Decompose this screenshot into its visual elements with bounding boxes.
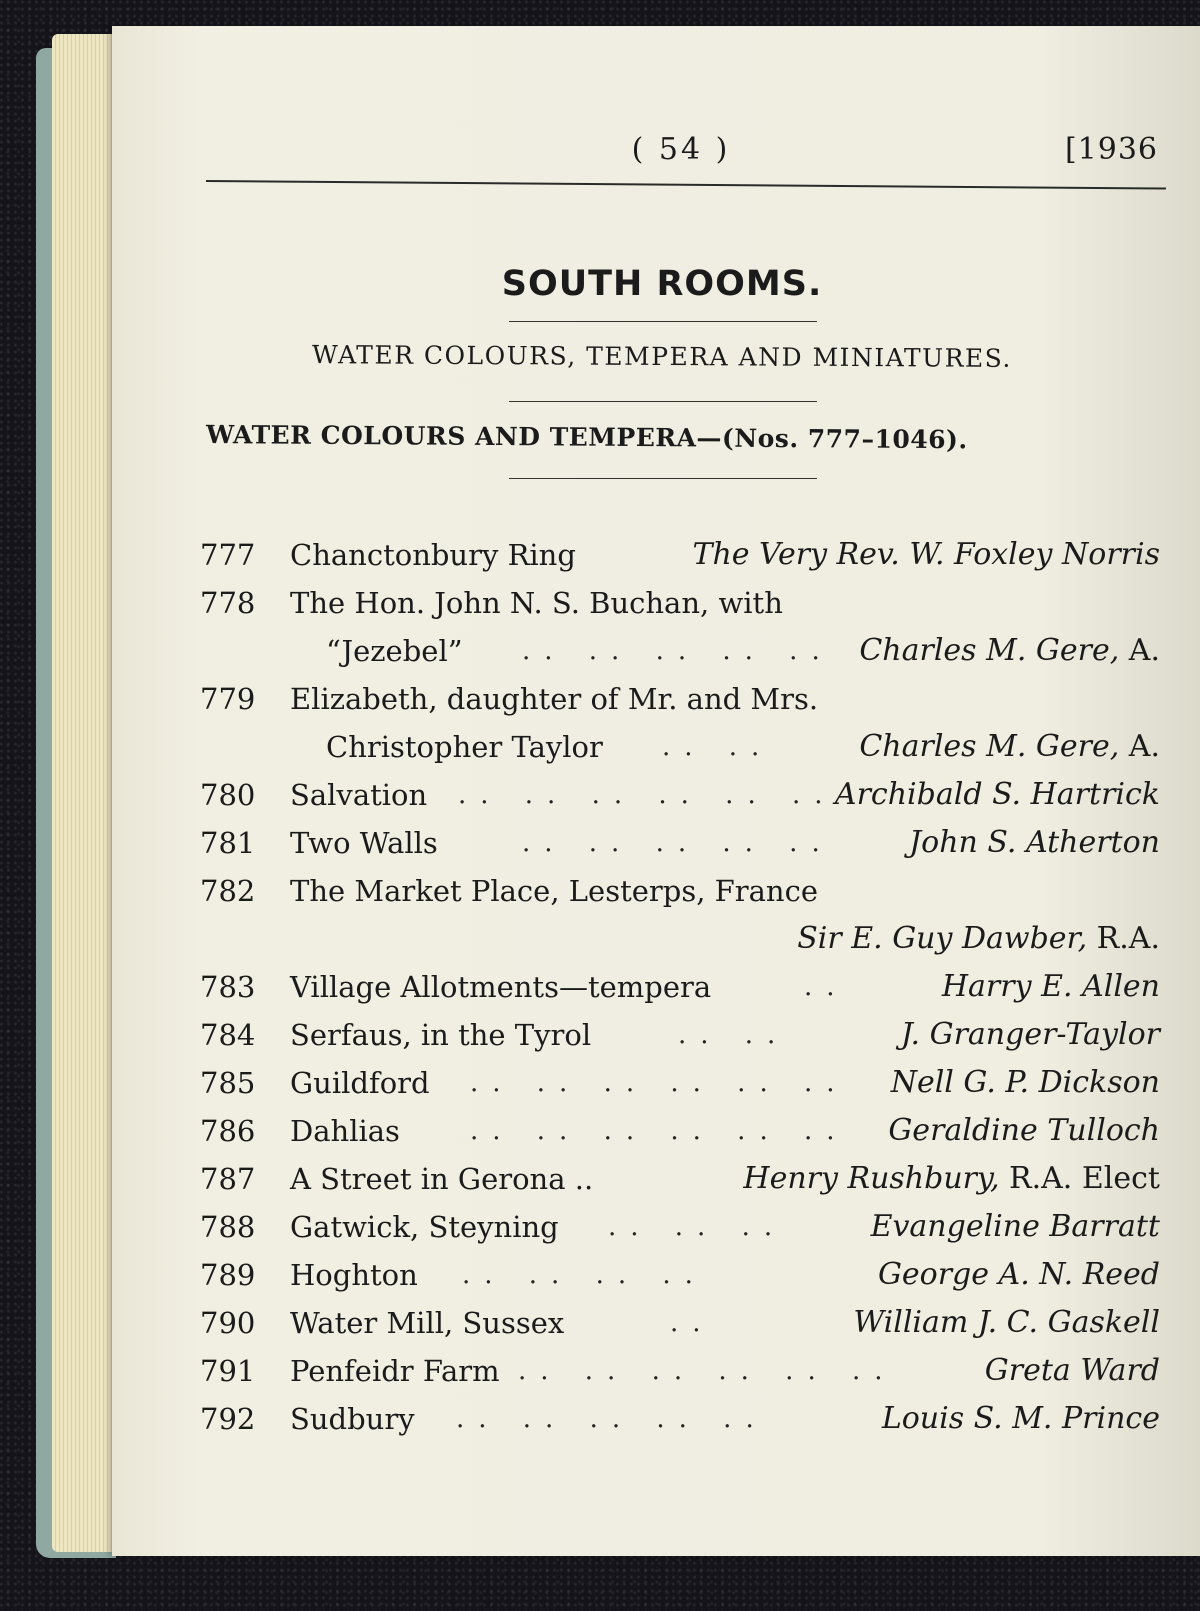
entry-title: The Market Place, Lesterps, France bbox=[290, 874, 818, 908]
dot-leader: .. .. .. .. .. .. bbox=[470, 1116, 849, 1146]
entry-number: 780 bbox=[200, 778, 256, 812]
entry-artist: Sir E. Guy Dawber, R.A. bbox=[797, 921, 1160, 956]
list-item bbox=[200, 1251, 1160, 1299]
entry-artist: Harry E. Allen bbox=[941, 969, 1160, 1004]
list-item bbox=[200, 771, 1160, 819]
entry-number: 777 bbox=[200, 538, 256, 572]
entry-number: 787 bbox=[200, 1162, 256, 1196]
entry-artist: Henry Rushbury, R.A. Elect bbox=[743, 1161, 1160, 1196]
entry-artist: George A. N. Reed bbox=[877, 1257, 1160, 1292]
entry-artist: Nell G. P. Dickson bbox=[890, 1065, 1160, 1100]
entry-number: 788 bbox=[200, 1210, 256, 1244]
entry-number: 781 bbox=[200, 826, 256, 860]
list-item bbox=[200, 531, 1160, 579]
entry-number: 791 bbox=[200, 1354, 256, 1388]
entry-title: Chanctonbury Ring bbox=[290, 538, 576, 572]
entry-artist: Charles M. Gere, A. bbox=[859, 729, 1160, 764]
section-title: SOUTH ROOMS. bbox=[501, 264, 823, 304]
list-item bbox=[200, 1011, 1160, 1059]
entry-title: Serfaus, in the Tyrol bbox=[290, 1018, 592, 1052]
entry-artist: Archibald S. Hartrick bbox=[834, 777, 1160, 812]
entry-title: The Hon. John N. S. Buchan, with bbox=[290, 586, 783, 620]
dot-leader: .. .. bbox=[662, 732, 774, 762]
entry-artist: Charles M. Gere, A. bbox=[859, 633, 1160, 668]
entry-number: 778 bbox=[200, 586, 256, 620]
entry-title: Penfeidr Farm bbox=[290, 1354, 500, 1388]
entry-artist: William J. C. Gaskell bbox=[853, 1305, 1160, 1340]
dot-leader: .. .. .. .. .. .. bbox=[458, 780, 837, 810]
list-item bbox=[200, 579, 1160, 675]
entry-title: Sudbury bbox=[290, 1402, 415, 1436]
list-item bbox=[200, 867, 1160, 963]
list-item bbox=[200, 1395, 1160, 1443]
entry-title-continued: Christopher Taylor bbox=[326, 730, 603, 764]
dot-leader: .. .. bbox=[678, 1020, 790, 1050]
list-item bbox=[200, 1059, 1160, 1107]
divider-rule bbox=[509, 321, 817, 322]
entry-number: 785 bbox=[200, 1066, 256, 1100]
entry-title-continued: “Jezebel” bbox=[326, 634, 463, 668]
entry-artist: Louis S. M. Prince bbox=[881, 1401, 1160, 1436]
category-heading: WATER COLOURS AND TEMPERA—(Nos. 777–1046). bbox=[205, 420, 968, 455]
entry-number: 790 bbox=[200, 1306, 256, 1340]
divider-rule bbox=[509, 401, 817, 402]
dot-leader: .. bbox=[670, 1308, 715, 1338]
entry-artist: Evangeline Barratt bbox=[870, 1209, 1160, 1244]
entry-title: Dahlias bbox=[290, 1114, 400, 1148]
entry-title: Elizabeth, daughter of Mr. and Mrs. bbox=[290, 682, 819, 716]
entry-number: 789 bbox=[200, 1258, 256, 1292]
list-item bbox=[200, 1299, 1160, 1347]
list-item bbox=[200, 963, 1160, 1011]
entry-number: 783 bbox=[200, 970, 256, 1004]
entry-number: 782 bbox=[200, 874, 256, 908]
entry-title: Guildford bbox=[290, 1066, 430, 1100]
page-year: [1936 bbox=[1064, 132, 1158, 167]
entry-title: Village Allotments—tempera bbox=[290, 970, 712, 1004]
page-header bbox=[112, 132, 1200, 182]
entry-title: Hoghton bbox=[290, 1258, 418, 1292]
dot-leader: .. .. .. .. .. .. bbox=[470, 1068, 849, 1098]
entry-artist: The Very Rev. W. Foxley Norris bbox=[692, 537, 1160, 572]
dot-leader: .. .. .. .. .. .. bbox=[518, 1356, 897, 1386]
entry-number: 779 bbox=[200, 682, 256, 716]
entry-artist: John S. Atherton bbox=[909, 825, 1160, 860]
dot-leader: .. bbox=[804, 972, 849, 1002]
entry-title: Salvation bbox=[290, 778, 428, 812]
entry-title: Gatwick, Steyning bbox=[290, 1210, 559, 1244]
list-item bbox=[200, 1347, 1160, 1395]
entry-number: 784 bbox=[200, 1018, 256, 1052]
entry-artist: J. Granger-Taylor bbox=[900, 1017, 1160, 1052]
entry-artist: Greta Ward bbox=[984, 1353, 1160, 1388]
list-item bbox=[200, 1107, 1160, 1155]
entry-number: 792 bbox=[200, 1402, 256, 1436]
catalogue-page bbox=[112, 26, 1200, 1556]
dot-leader: .. .. .. .. .. bbox=[522, 828, 834, 858]
list-item bbox=[200, 1203, 1160, 1251]
list-item bbox=[200, 1155, 1160, 1203]
entry-number: 786 bbox=[200, 1114, 256, 1148]
list-item bbox=[200, 819, 1160, 867]
entry-title: Water Mill, Sussex bbox=[290, 1306, 565, 1340]
dot-leader: .. .. .. .. .. bbox=[456, 1404, 768, 1434]
entry-title: A Street in Gerona .. bbox=[290, 1162, 594, 1196]
dot-leader: .. .. .. bbox=[608, 1212, 787, 1242]
entry-title: Two Walls bbox=[290, 826, 438, 860]
dot-leader: .. .. .. .. bbox=[462, 1260, 707, 1290]
dot-leader: .. .. .. .. .. bbox=[522, 636, 834, 666]
list-item bbox=[200, 675, 1160, 771]
divider-rule bbox=[509, 478, 817, 479]
section-subtitle: WATER COLOURS, TEMPERA AND MINIATURES. bbox=[312, 340, 1012, 373]
page-number: ( 54 ) bbox=[631, 132, 731, 167]
entry-artist: Geraldine Tulloch bbox=[888, 1113, 1160, 1148]
entry-list bbox=[200, 531, 1160, 1443]
